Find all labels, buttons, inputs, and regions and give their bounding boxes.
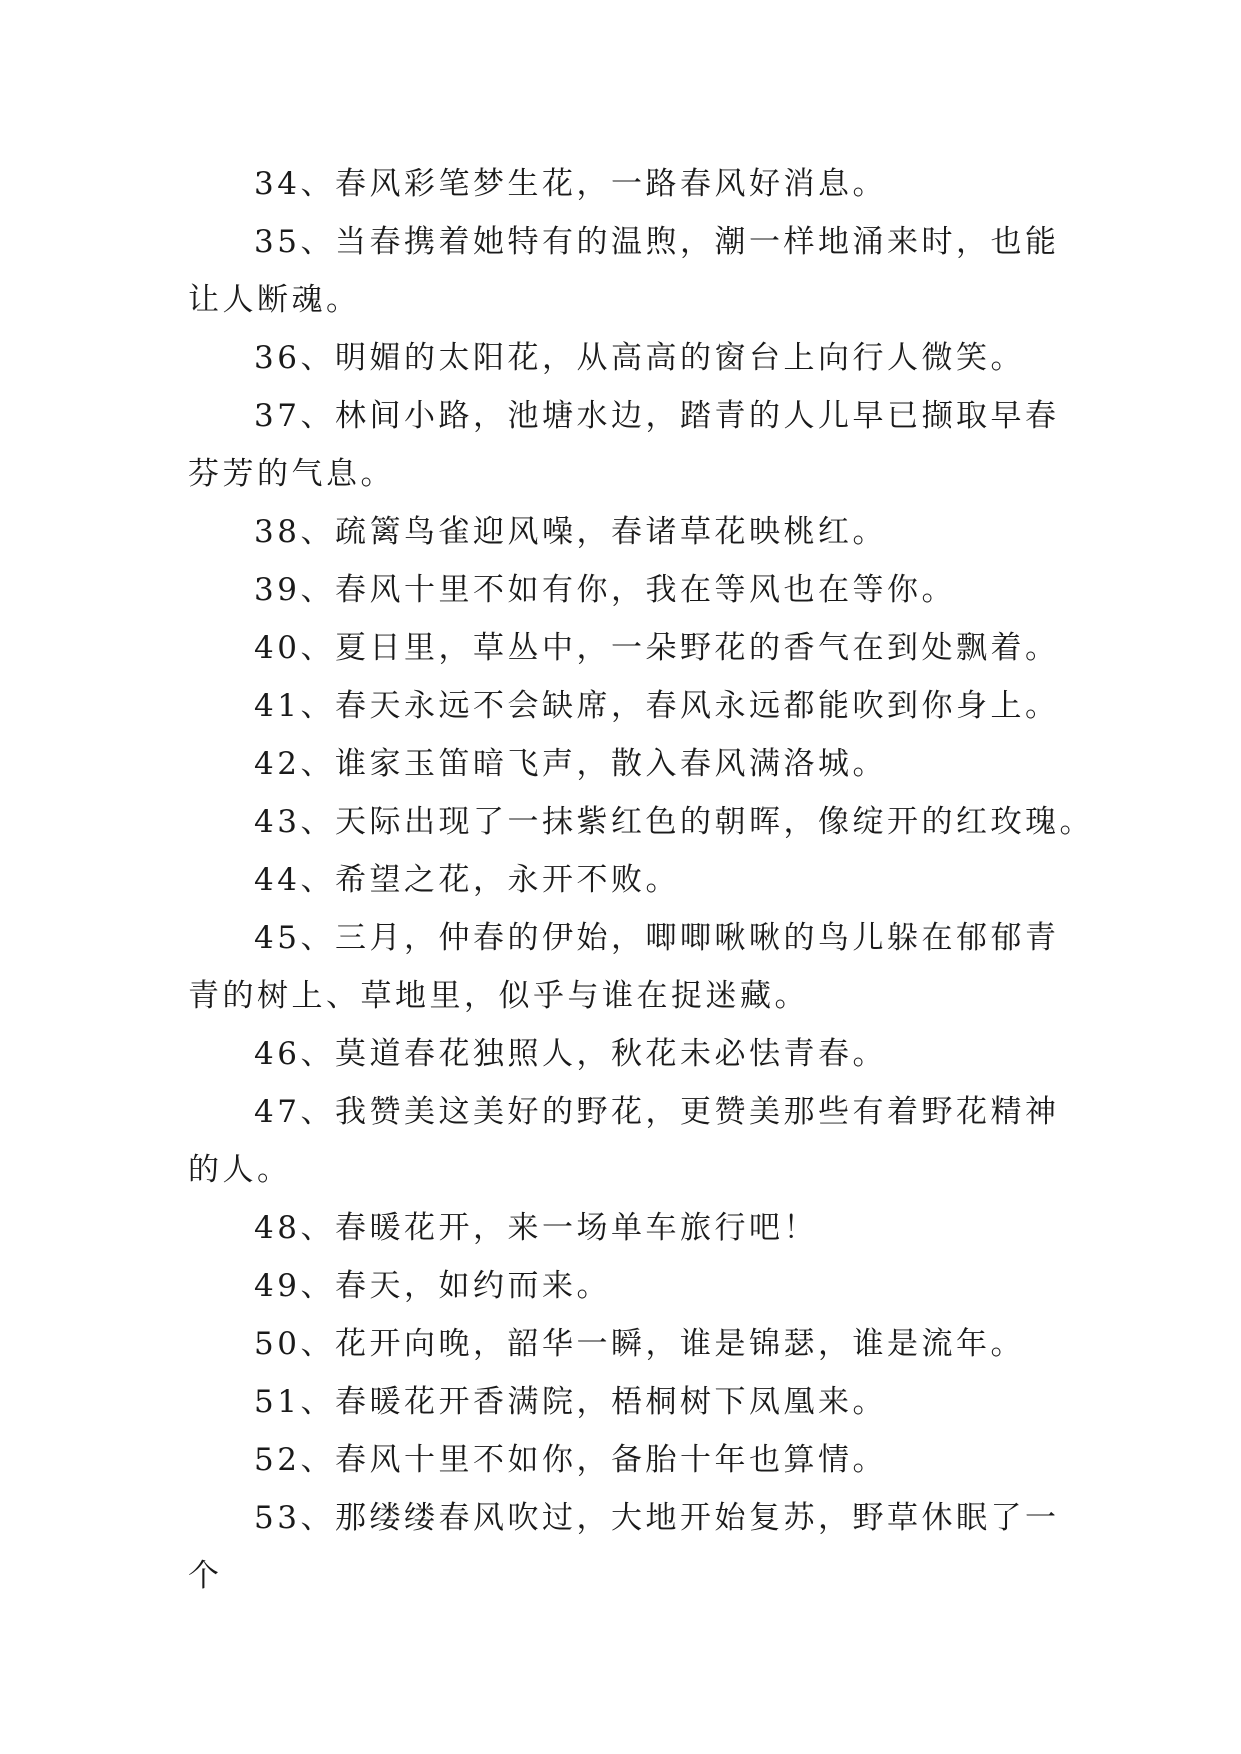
- paragraph-43: 43、天际出现了一抹紫红色的朝晖，像绽开的红玫瑰。: [254, 804, 1094, 840]
- paragraph-39: 39、春风十里不如有你，我在等风也在等你。: [254, 572, 956, 608]
- paragraph-41: 41、春天永远不会缺席，春风永远都能吹到你身上。: [254, 688, 1060, 724]
- paragraph-44: 44、希望之花，永开不败。: [254, 862, 680, 898]
- paragraph-42: 42、谁家玉笛暗飞声，散入春风满洛城。: [254, 746, 887, 782]
- paragraph-49: 49、春天，如约而来。: [254, 1268, 611, 1304]
- paragraph-51: 51、春暖花开香满院，梧桐树下凤凰来。: [254, 1384, 887, 1420]
- paragraph-34: 34、春风彩笔梦生花，一路春风好消息。: [254, 166, 887, 202]
- paragraph-36: 36、明媚的太阳花，从高高的窗台上向行人微笑。: [254, 340, 1025, 376]
- paragraph-47: 47、我赞美这美好的野花，更赞美那些有着野花精神的人。: [188, 1094, 1060, 1188]
- paragraph-53: 53、那缕缕春风吹过，大地开始复苏，野草休眠了一个: [188, 1500, 1060, 1594]
- paragraph-37: 37、林间小路，池塘水边，踏青的人儿早已撷取早春芬芳的气息。: [188, 398, 1060, 492]
- paragraph-48: 48、春暖花开，来一场单车旅行吧！: [254, 1210, 818, 1246]
- paragraph-50: 50、花开向晚，韶华一瞬，谁是锦瑟，谁是流年。: [254, 1326, 1025, 1362]
- paragraph-52: 52、春风十里不如你，备胎十年也算情。: [254, 1442, 887, 1478]
- paragraph-38: 38、疏篱鸟雀迎风噪，春诸草花映桃红。: [254, 514, 887, 550]
- paragraph-40: 40、夏日里，草丛中，一朵野花的香气在到处飘着。: [254, 630, 1060, 666]
- paragraph-46: 46、莫道春花独照人，秋花未必怯青春。: [254, 1036, 887, 1072]
- document-body: [188, 155, 1094, 1605]
- paragraph-35: 35、当春携着她特有的温煦，潮一样地涌来时，也能让人断魂。: [188, 224, 1060, 318]
- paragraph-45: 45、三月，仲春的伊始，唧唧啾啾的鸟儿躲在郁郁青青的树上、草地里，似乎与谁在捉迷藏。: [188, 920, 1060, 1014]
